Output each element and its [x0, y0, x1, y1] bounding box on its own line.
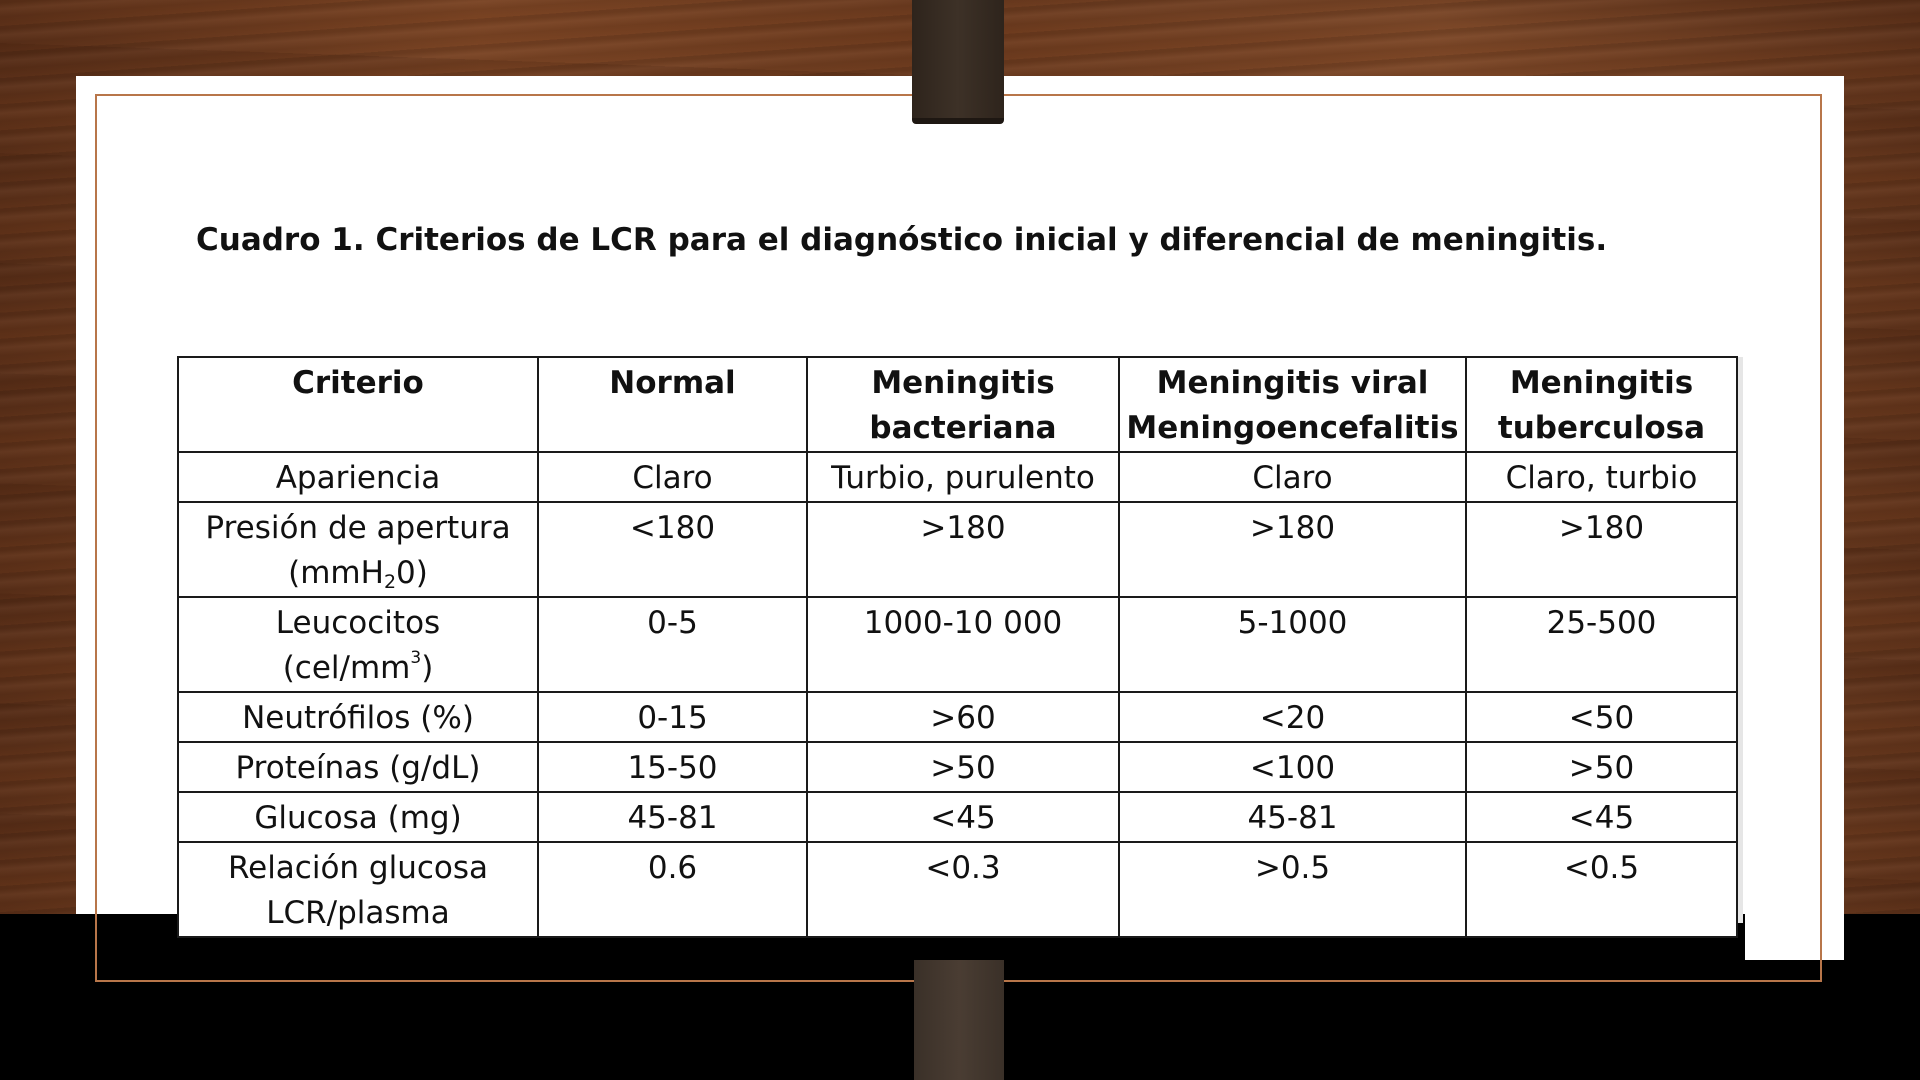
top-strap — [912, 0, 1004, 124]
viral-cell: 5-1000 — [1119, 597, 1466, 692]
table-title: Cuadro 1. Criterios de LCR para el diagnóstico inicial y diferencial de meningitis. — [196, 222, 1608, 258]
normal-cell: 45-81 — [538, 792, 807, 842]
normal-cell: <180 — [538, 502, 807, 597]
table-row — [178, 792, 1737, 842]
bacterial-cell: >180 — [807, 502, 1119, 597]
tb-cell: 25-500 — [1466, 597, 1737, 692]
viral-cell: <20 — [1119, 692, 1466, 742]
table-row — [178, 502, 1737, 597]
lcr-criteria-table — [177, 356, 1738, 938]
table-header-row — [178, 357, 1737, 452]
normal-cell: 15-50 — [538, 742, 807, 792]
viral-cell: Claro — [1119, 452, 1466, 502]
table-row — [178, 452, 1737, 502]
viral-cell: >180 — [1119, 502, 1466, 597]
bacterial-cell: <45 — [807, 792, 1119, 842]
bacterial-cell: 1000-10 000 — [807, 597, 1119, 692]
criterion-cell: Presión de apertura (mmH$_2$0) — [178, 502, 538, 597]
viral-cell: >0.5 — [1119, 842, 1466, 937]
normal-cell: 0-15 — [538, 692, 807, 742]
normal-cell: 0-5 — [538, 597, 807, 692]
header-normal: Normal — [538, 357, 807, 452]
header-meningitis-viral: Meningitis viral Meningoencefalitis — [1119, 357, 1466, 452]
table-row — [178, 597, 1737, 692]
tb-cell: Claro, turbio — [1466, 452, 1737, 502]
tb-cell: <45 — [1466, 792, 1737, 842]
bacterial-cell: Turbio, purulento — [807, 452, 1119, 502]
header-meningitis-tuberculosa: Meningitis tuberculosa — [1466, 357, 1737, 452]
bacterial-cell: >50 — [807, 742, 1119, 792]
bacterial-cell: <0.3 — [807, 842, 1119, 937]
bacterial-cell: >60 — [807, 692, 1119, 742]
criterion-cell: Relación glucosa LCR/plasma — [178, 842, 538, 937]
viral-cell: 45-81 — [1119, 792, 1466, 842]
criterion-cell: Apariencia — [178, 452, 538, 502]
bottom-strap — [914, 960, 1004, 1080]
header-meningitis-bacteriana: Meningitis bacteriana — [807, 357, 1119, 452]
normal-cell: 0.6 — [538, 842, 807, 937]
viral-cell: <100 — [1119, 742, 1466, 792]
criterion-cell: Proteínas (g/dL) — [178, 742, 538, 792]
normal-cell: Claro — [538, 452, 807, 502]
tb-cell: <50 — [1466, 692, 1737, 742]
criterion-cell: Glucosa (mg) — [178, 792, 538, 842]
tb-cell: >50 — [1466, 742, 1737, 792]
tb-cell: >180 — [1466, 502, 1737, 597]
header-criterio: Criterio — [178, 357, 538, 452]
criterion-cell: Neutrófilos (%) — [178, 692, 538, 742]
table-row — [178, 692, 1737, 742]
table-row — [178, 742, 1737, 792]
table-row — [178, 842, 1737, 937]
criterion-cell: Leucocitos $(cel/mm^3)$ — [178, 597, 538, 692]
tb-cell: <0.5 — [1466, 842, 1737, 937]
